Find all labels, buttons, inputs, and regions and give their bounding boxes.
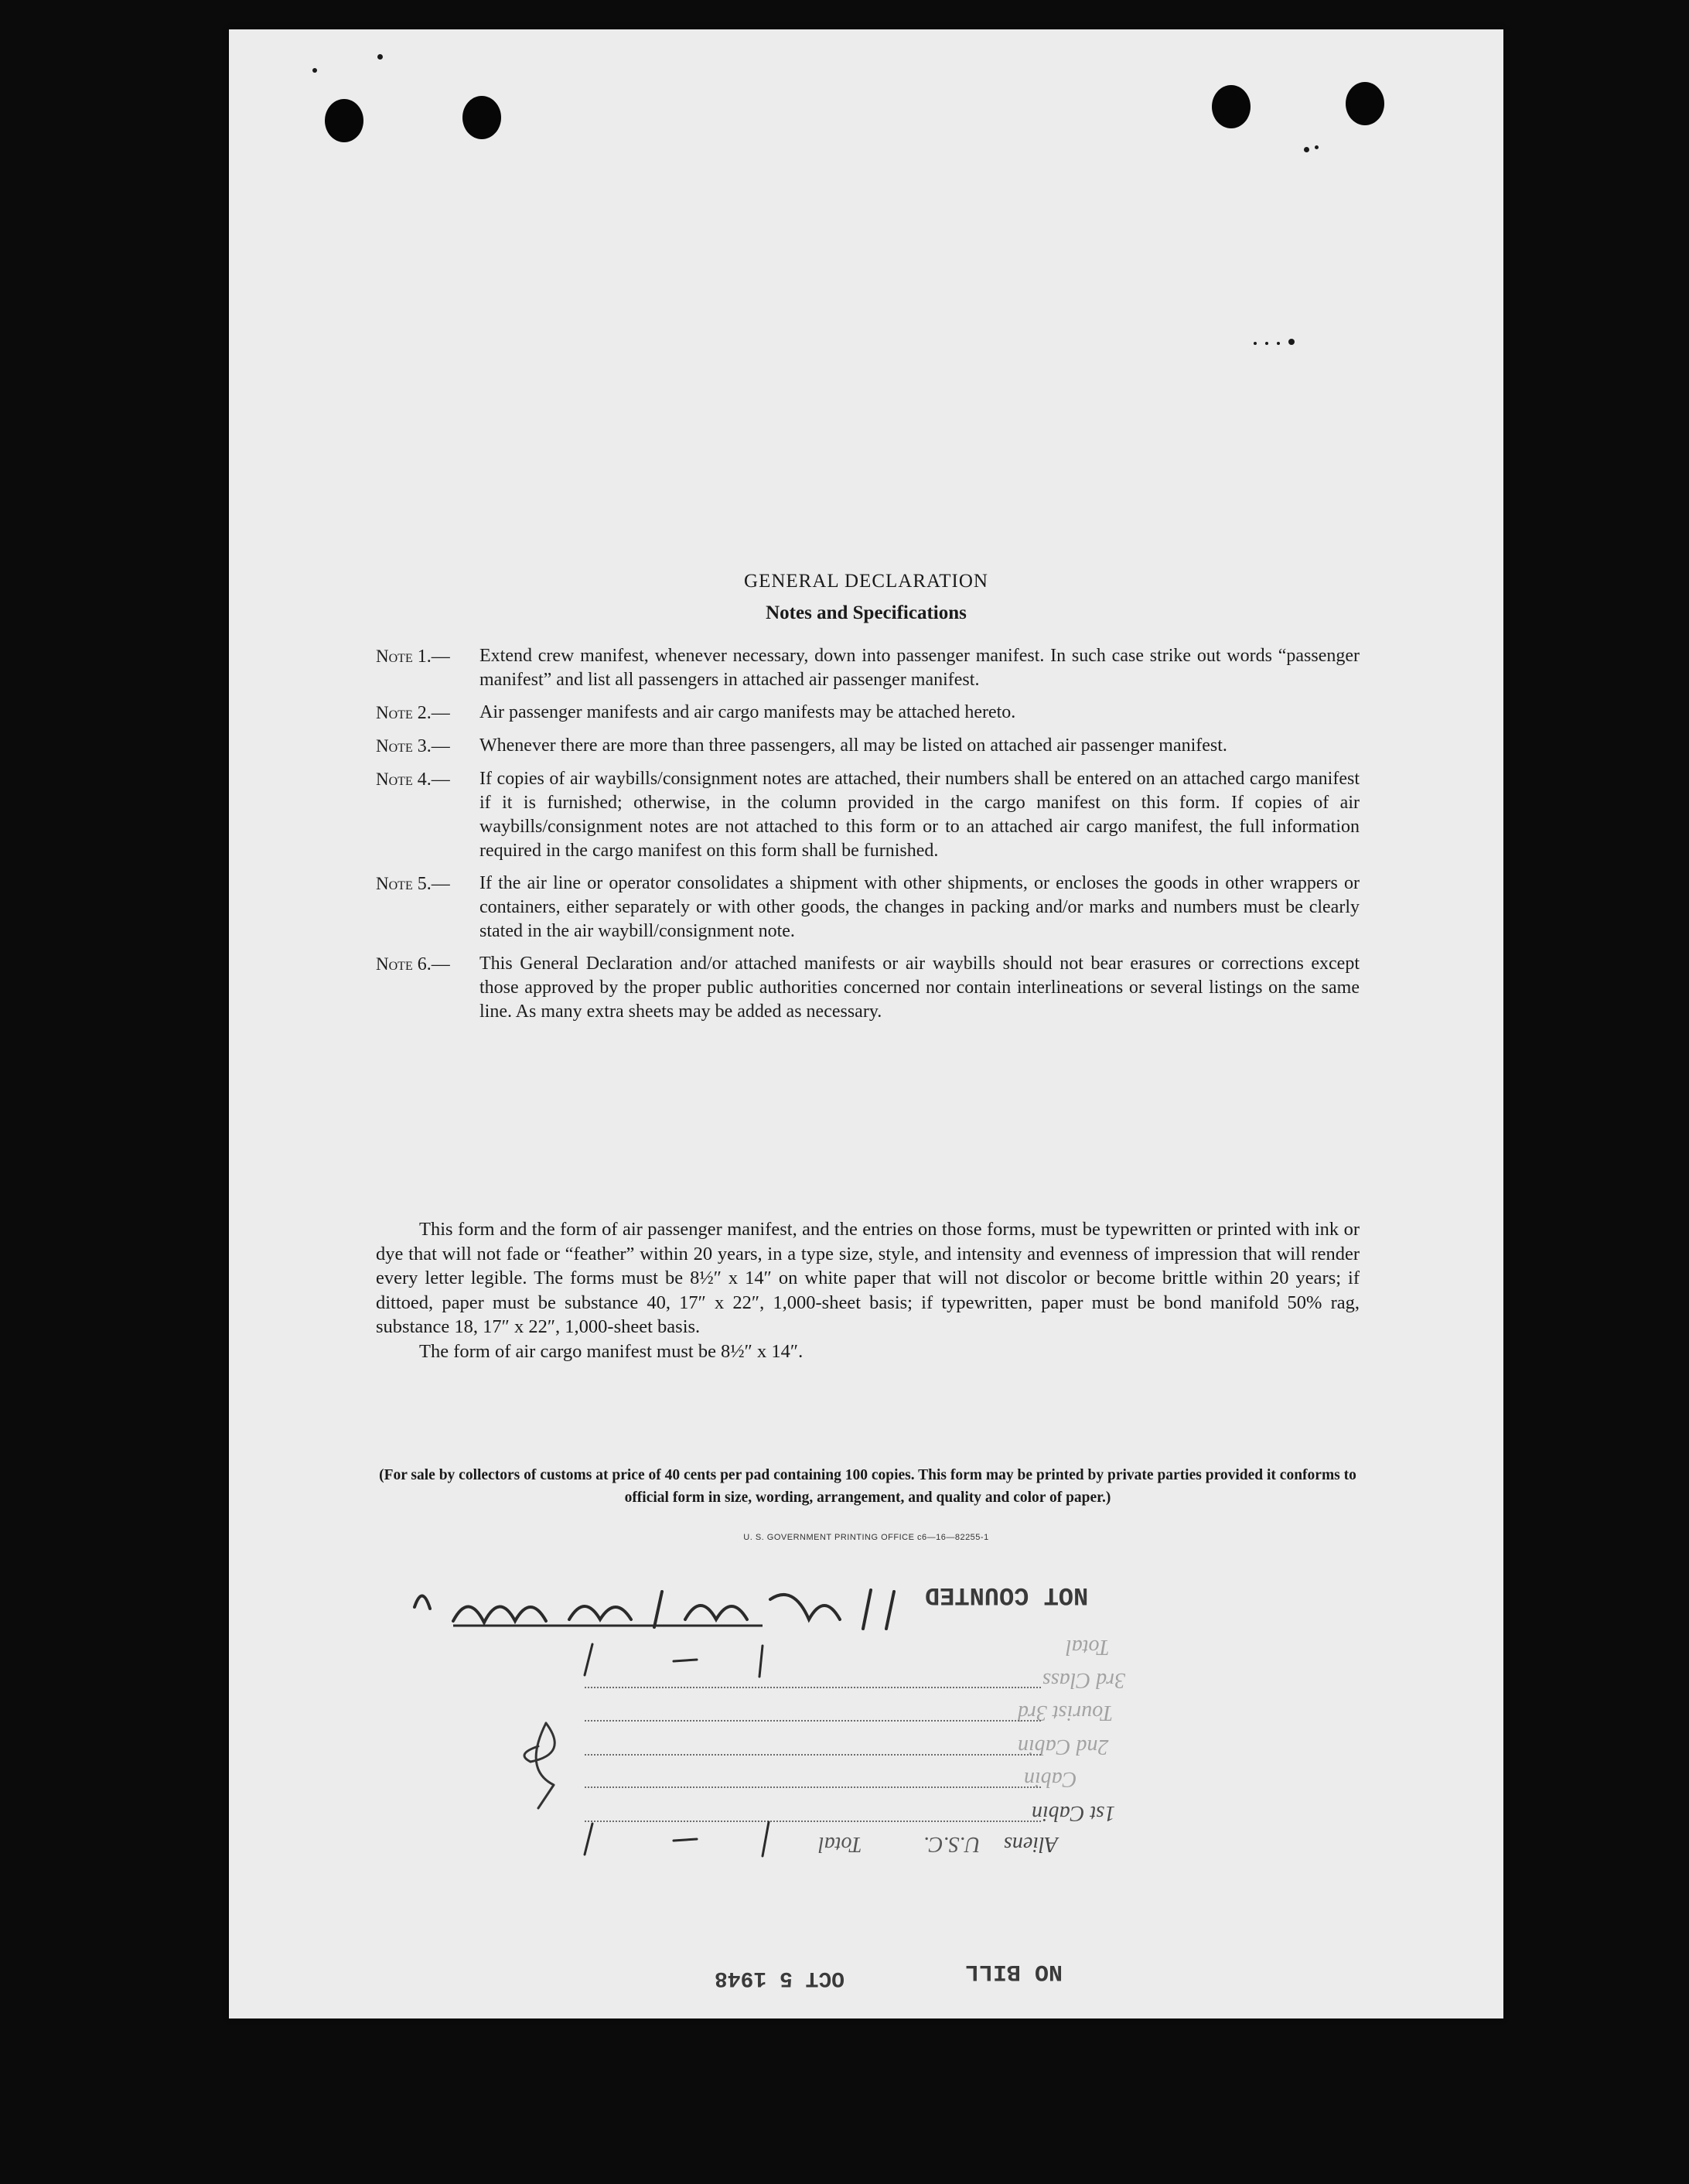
note-3: Note 3.— Whenever there are more than three passengers, all may be listed on attached air passenger manifest. <box>376 734 1360 759</box>
note-2: Note 2.— Air passenger manifests and air cargo manifests may be attached hereto. <box>376 701 1360 725</box>
paper-spec-paragraph: This form and the form of air passenger manifest, and the entries on those forms, must be typewritten or printed with ink or dye that will not fade or “feather” within 20 years, in a type size, style, and intensity and evenness of impression that will render every letter legible. The forms must be 8½″ x 14″ on white paper that will not discolor or become brittle within 20 years; if dittoed, paper must be substance 40, 17″ x 22″, 1,000-sheet basis; if typewritten, paper must be bond manifold 50% rag, substance 18, 17″ x 22″, 1,000-sheet basis. <box>376 1219 1360 1337</box>
note-6: Note 6.— This General Declaration and/or attached manifests or air waybills should not bear erasures or corrections except those approved by the proper public authorities concerned nor contain interlineations or several listings on the same line. As many extra sheets may be added as necessary. <box>376 952 1360 1024</box>
document-title: GENERAL DECLARATION <box>744 571 988 592</box>
note-5-text: If the air line or operator consolidates a shipment with other shipments, or encloses the goods in other wrappers or containers, either separately or with other goods, the changes in packing and/or marks and numbers must be clearly stated in the air waybill/consignment note. <box>479 873 1360 941</box>
notes-list <box>376 644 1360 1032</box>
tally-row-1st-cabin: 1st Cabin <box>1032 1801 1116 1825</box>
punch-hole-1 <box>325 99 363 142</box>
tally-row-cabin: Cabin <box>1024 1767 1077 1791</box>
tally-marks <box>500 1638 1025 1916</box>
handwriting-scribble <box>407 1576 933 1638</box>
not-counted-stamp: NOT COUNTED <box>925 1581 1089 1609</box>
printer-line: U. S. GOVERNMENT PRINTING OFFICE c6—16—82255-1 <box>743 1533 989 1542</box>
punch-hole-2 <box>462 96 501 139</box>
note-5: Note 5.— If the air line or operator consolidates a shipment with other shipments, or encloses the goods in other wrappers or containers, either separately or with other goods, the changes in packing and/or marks and numbers must be clearly stated in the air waybill/consignment note. <box>376 872 1360 944</box>
form-requirements <box>376 1217 1360 1363</box>
sale-notice: (For sale by collectors of customs at price of 40 cents per pad containing 100 copies. This form may be printed by private parties provided it conforms to official form in size, wording, arrangement, and quality and color of paper.) <box>379 1467 1356 1506</box>
tally-col-aliens: Aliens <box>1004 1832 1058 1856</box>
tally-row-3rd-class: 3rd Class <box>1042 1668 1126 1692</box>
tally-row-total: Total <box>1066 1635 1110 1659</box>
punch-hole-3 <box>1212 85 1251 128</box>
note-6-text: This General Declaration and/or attached manifests or air waybills should not bear erasures or corrections except those approved by the proper public authorities concerned nor contain interlineations or several listings on the same line. As many extra sheets may be added as necessary. <box>479 954 1360 1022</box>
tally-row-tourist: Tourist 3rd <box>1018 1701 1114 1725</box>
note-4: Note 4.— If copies of air waybills/consignment notes are attached, their numbers shall be entered on an attached cargo manifest if it is furnished; otherwise, in the column provided in the cargo manifest on this form. If copies of air waybills/consignment notes are not attached to this form or to an attached air cargo manifest, the full information required in the cargo manifest on this form shall be furnished. <box>376 767 1360 863</box>
note-2-text: Air passenger manifests and air cargo manifests may be attached hereto. <box>479 702 1016 722</box>
date-stamp: OCT 5 1948 <box>715 1966 845 1990</box>
document-subtitle: Notes and Specifications <box>766 602 967 623</box>
cargo-manifest-paragraph: The form of air cargo manifest must be 8½″ x 14″. <box>419 1340 804 1362</box>
punch-hole-4 <box>1346 82 1384 125</box>
tally-row-2nd-cabin: 2nd Cabin <box>1018 1735 1109 1759</box>
no-bill-stamp: NO BILL <box>965 1958 1063 1984</box>
note-3-text: Whenever there are more than three passengers, all may be listed on attached air passenger manifest. <box>479 735 1227 756</box>
document-page <box>229 29 1503 2018</box>
tally-col-total: Total <box>818 1832 862 1856</box>
handwritten-note <box>407 1576 933 1638</box>
note-4-text: If copies of air waybills/consignment notes are attached, their numbers shall be entered on an attached cargo manifest if it is furnished; otherwise, in the column provided in the cargo manifest on this form. If copies of air waybills/consignment notes are not attached to this form or to an attached air cargo manifest, the full information required in the cargo manifest on this form shall be furnished. <box>479 769 1360 861</box>
note-1-text: Extend crew manifest, whenever necessary, down into passenger manifest. In such case strike out words “passenger manifest” and list all passengers in attached air passenger manifest. <box>479 646 1360 690</box>
tally-col-usc: U.S.C. <box>923 1832 981 1856</box>
note-1: Note 1.— Extend crew manifest, whenever necessary, down into passenger manifest. In such case strike out words “passenger manifest” and list all passengers in attached air passenger manifest. <box>376 644 1360 692</box>
